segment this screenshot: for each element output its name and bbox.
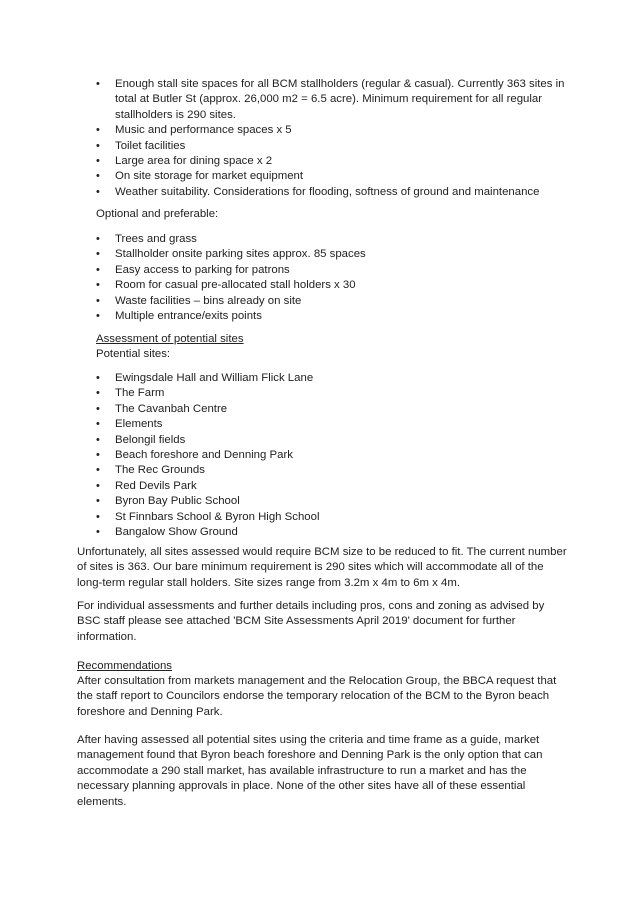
list-item: • Red Devils Park <box>96 479 576 494</box>
potential-sites-label: Potential sites: <box>96 348 171 360</box>
list-item: • Large area for dining space x 2 <box>96 154 576 169</box>
list-item: • Room for casual pre-allocated stall holders x 30 <box>96 278 576 293</box>
list-item: • Beach foreshore and Denning Park <box>96 448 576 463</box>
list-item: • Stallholder onsite parking sites approx. 85 spaces <box>96 247 576 262</box>
list-item: • On site storage for market equipment <box>96 169 576 184</box>
list-item: • Toilet facilities <box>96 139 576 154</box>
optional-list <box>96 232 576 324</box>
sites-list <box>96 371 576 540</box>
list-item: • The Farm <box>96 386 576 401</box>
paragraph-after-assessed: After having assessed all potential sites using the criteria and time frame as a guide, market management found that Byron beach foreshore and Denning Park is the only option that can accommodate a 290 stall market, has available infrastructure to run a market and has the necessary planning approvals in place. None of the other sites have all of these essential elements. <box>77 734 543 808</box>
list-item: • St Finnbars School & Byron High School <box>96 510 576 525</box>
list-item: • The Cavanbah Centre <box>96 402 576 417</box>
list-item: • Enough stall site spaces for all BCM stallholders (regular & casual). Currently 363 sites in total at Butler St (approx. 26,000 m2 = 6.5 acre). Minimum requirement for all regular stallholders is 290 sites. <box>96 77 576 123</box>
list-item: • Trees and grass <box>96 232 576 247</box>
list-item: • Multiple entrance/exits points <box>96 309 576 324</box>
requirements-list <box>96 77 576 200</box>
list-item: • Elements <box>96 417 576 432</box>
list-item: • Belongil fields <box>96 433 576 448</box>
list-item: • Weather suitability. Considerations for flooding, softness of ground and maintenance <box>96 185 576 200</box>
paragraph-individual-assessments: For individual assessments and further details including pros, cons and zoning as advised by BSC staff please see attached 'BCM Site Assessments April 2019' document for further information. <box>77 600 545 643</box>
list-item: • The Rec Grounds <box>96 463 576 478</box>
list-item: • Waste facilities – bins already on site <box>96 294 576 309</box>
list-item: • Easy access to parking for patrons <box>96 263 576 278</box>
list-item: • Music and performance spaces x 5 <box>96 123 576 138</box>
paragraph-after-consultation: After consultation from markets management and the Relocation Group, the BBCA request that the staff report to Councilors endorse the temporary relocation of the BCM to the Byron beach foreshore and Denning Park. <box>77 675 557 718</box>
assessment-heading: Assessment of potential sites <box>96 333 244 345</box>
list-item: • Ewingsdale Hall and William Flick Lane <box>96 371 576 386</box>
list-item: • Byron Bay Public School <box>96 494 576 509</box>
paragraph-unfortunately: Unfortunately, all sites assessed would require BCM size to be reduced to fit. The current number of sites is 363. Our bare minimum requirement is 290 sites which will accommodate all of the long-term regular stall holders. Site sizes range from 3.2m x 4m to 6m x 4m. <box>77 546 567 589</box>
list-item: • Bangalow Show Ground <box>96 525 576 540</box>
recommendations-heading: Recommendations <box>77 660 172 672</box>
optional-heading: Optional and preferable: <box>96 208 219 220</box>
